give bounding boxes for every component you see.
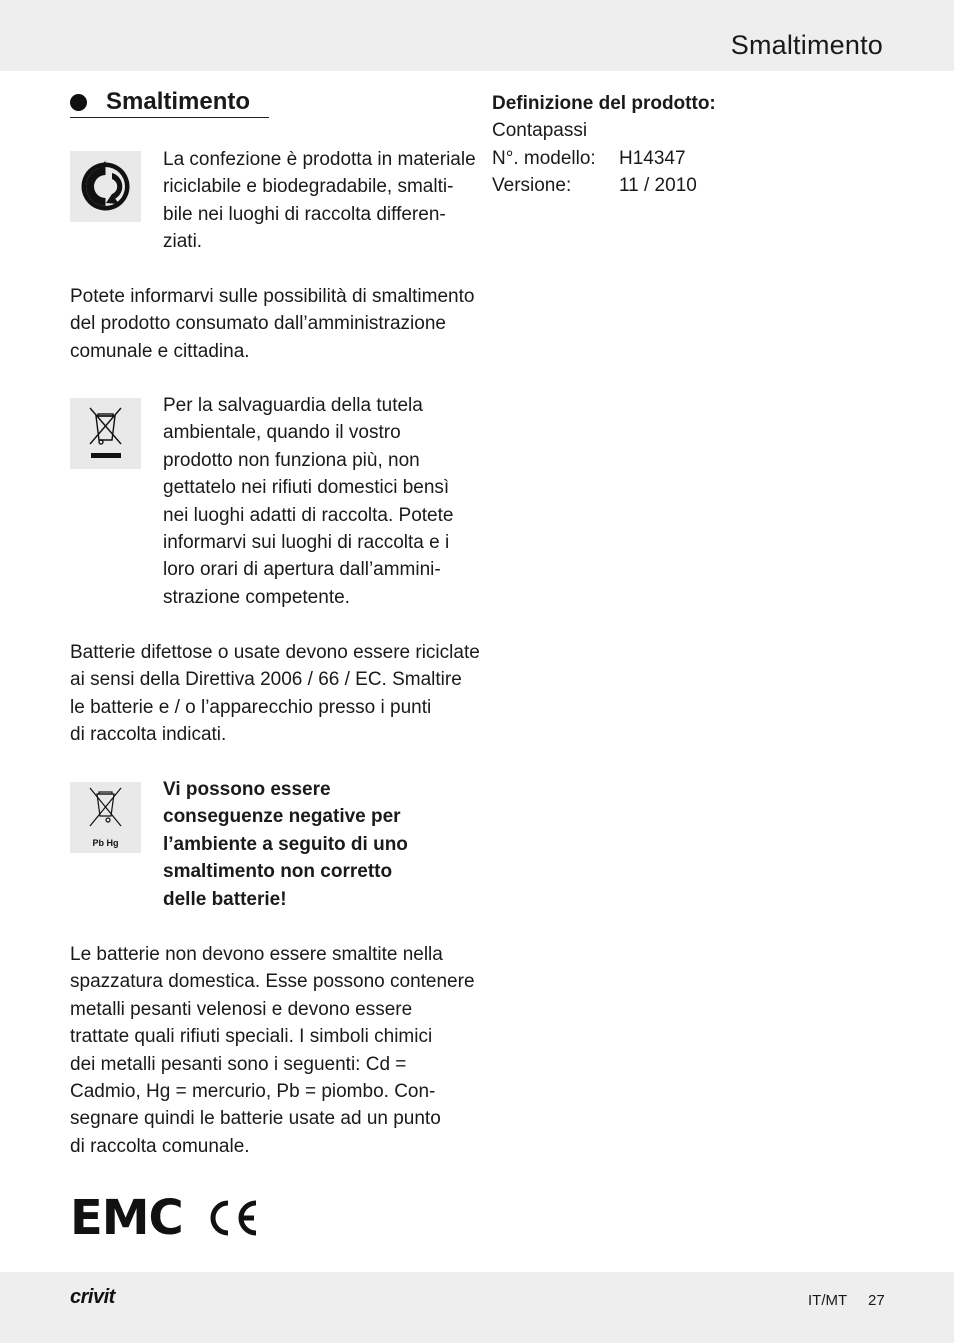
battery-crossed-bin-icon bbox=[70, 782, 141, 853]
product-definition-heading: Definizione del prodotto: bbox=[492, 93, 716, 114]
svg-text:Pb Hg: Pb Hg bbox=[92, 838, 119, 848]
product-definition bbox=[492, 90, 716, 200]
heavy-metals-paragraph: Le batterie non devono essere smaltite nella spazzatura domestica. Esse possono contenere metalli pesanti velenosi e devono essere trattate quali rifiuti speciali. I simboli chimici dei metalli pesanti sono i seguenti: Cd = Cadmio, Hg = mercurio, Pb = piombo. Con- segnare quindi le batterie usate ad un punto di raccolta comunale. bbox=[70, 944, 475, 1157]
footer-language: IT/MT bbox=[808, 1292, 848, 1309]
ce-mark-icon bbox=[206, 1199, 258, 1237]
section-heading bbox=[70, 88, 269, 118]
spec-row-version: Versione: 11 / 2010 bbox=[492, 175, 697, 197]
crivit-logo: crivit bbox=[70, 1286, 115, 1308]
emc-mark: EMC bbox=[70, 1190, 183, 1246]
disposal-info-paragraph: Potete informarvi sulle possibilità di smaltimento del prodotto consumato dall’amministrazione comunale e cittadina. bbox=[70, 286, 475, 362]
spec-row-model: N°. modello: H14347 bbox=[492, 147, 686, 169]
page-number: 27 bbox=[868, 1292, 885, 1309]
environment-paragraph: Per la salvaguardia della tutela ambientale, quando il vostro prodotto non funziona più, non gettatelo nei rifiuti domestici bensì nei luoghi adatti di raccolta. Potete informarvi sui luoghi di raccolta e i loro orari di apertura dall’ammini- strazione competente. bbox=[163, 395, 454, 608]
packaging-paragraph: La confezione è prodotta in materiale riciclabile e biodegradabile, smalti- bile nei luoghi di raccolta differen- ziati. bbox=[163, 149, 476, 253]
bullet-icon bbox=[70, 94, 87, 111]
page-header-title: Smaltimento bbox=[730, 30, 883, 60]
product-name: Contapassi bbox=[492, 120, 588, 142]
weee-crossed-bin-icon bbox=[70, 398, 141, 469]
battery-directive-paragraph: Batterie difettose o usate devono essere riciclate ai sensi della Direttiva 2006 / 66 / EC. Smaltire le batterie e / o l’apparecchio presso i punti di raccolta indicati. bbox=[70, 642, 480, 746]
section-heading-text: Smaltimento bbox=[106, 88, 251, 115]
green-dot-recycling-icon bbox=[70, 151, 141, 222]
battery-warning-text: Vi possono essere conseguenze negative per l’ambiente a seguito di uno smaltimento non corretto delle batterie! bbox=[163, 779, 408, 910]
